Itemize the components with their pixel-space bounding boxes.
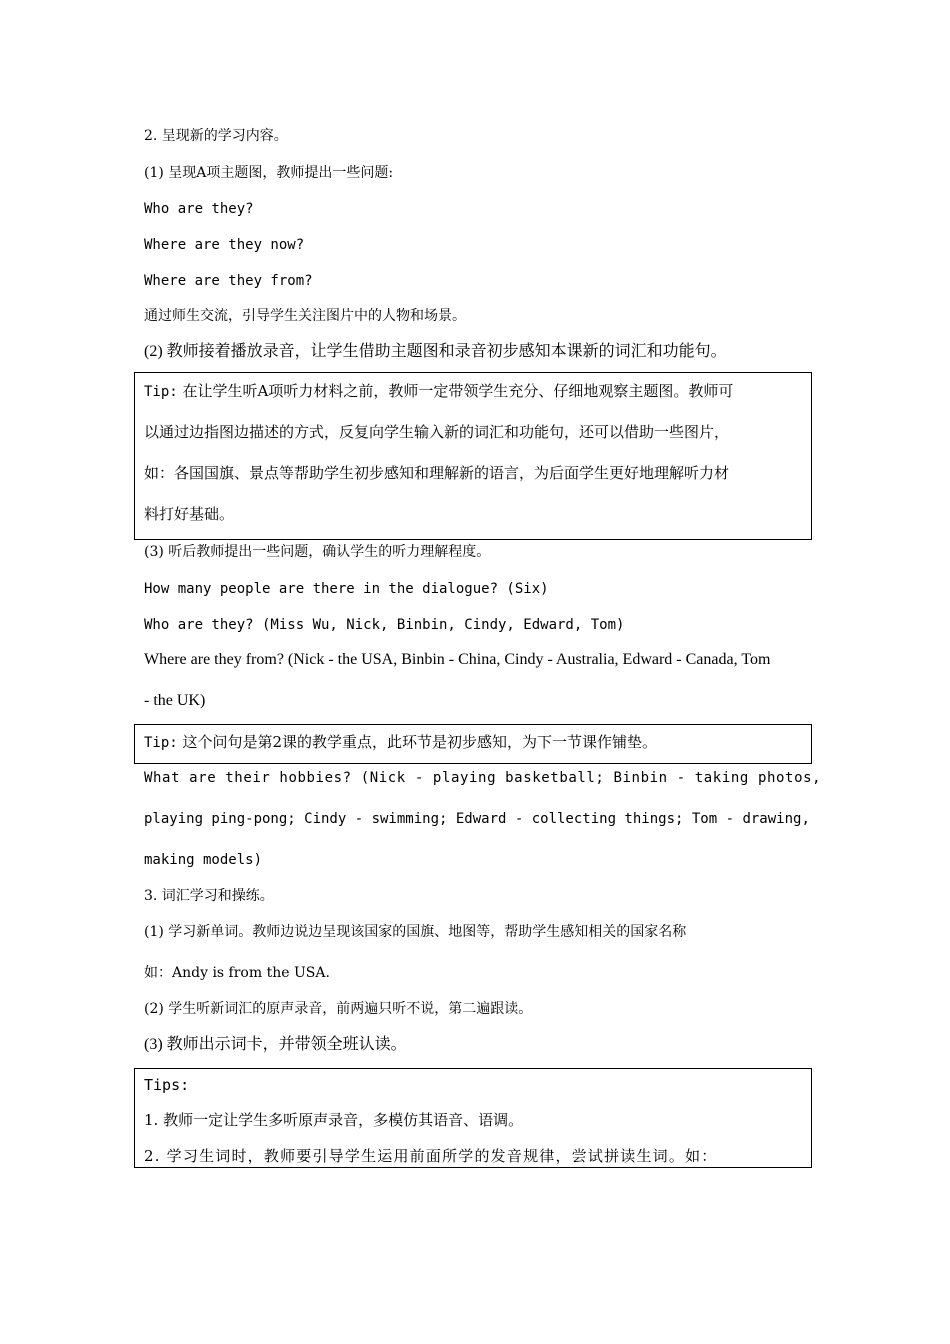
section2-step1: (1) 呈现A项主题图，教师提出一些问题:: [144, 165, 394, 181]
question-where-from: Where are they from?: [144, 273, 313, 289]
tip-box-1: [134, 372, 812, 540]
section3-step1-line1: (1) 学习新单词。教师边说边呈现该国家的国旗、地图等，帮助学生感知相关的国家名称: [144, 924, 687, 940]
qa-hobbies-line1: What are their hobbies? (Nick - playing basketball; Binbin - taking photos,: [144, 770, 822, 786]
qa-how-many: How many people are there in the dialogue? (Six): [144, 581, 549, 597]
tip1-line1: [144, 381, 733, 402]
section2-step3: (3) 听后教师提出一些问题，确认学生的听力理解程度。: [144, 544, 491, 560]
tip1-text-1: 在让学生听A项听力材料之前，教师一定带领学生充分、仔细地观察主题图。教师可: [177, 382, 734, 400]
section2-heading: 2. 呈现新的学习内容。: [144, 128, 288, 144]
section3-step3: (3) 教师出示词卡，并带领全班认读。: [144, 1036, 407, 1053]
section3-step1-line2: 如：Andy is from the USA.: [144, 965, 330, 981]
qa-hobbies-line2: playing ping-pong; Cindy - swimming; Edward - collecting things; Tom - drawing,: [144, 811, 810, 827]
tip2-line: [144, 732, 657, 753]
tip2-label: Tip:: [144, 735, 178, 751]
tip1-label: Tip:: [144, 384, 178, 400]
section3-heading: 3. 词汇学习和操练。: [144, 888, 274, 904]
tip2-text: 这个问句是第2课的教学重点，此环节是初步感知，为下一节课作铺垫。: [177, 733, 658, 751]
qa-where-from-line2: - the UK): [144, 692, 206, 709]
tip1-line4: 料打好基础。: [144, 505, 235, 523]
question-who: Who are they?: [144, 201, 254, 217]
tips3-label: Tips:: [144, 1076, 190, 1094]
tips3-item1: 1. 教师一定让学生多听原声录音，多模仿其语音、语调。: [144, 1111, 524, 1129]
section2-step2: (2) 教师接着播放录音，让学生借助主题图和录音初步感知本课新的词汇和功能句。: [144, 343, 727, 360]
qa-where-from-line1: Where are they from? (Nick - the USA, Binbin - China, Cindy - Australia, Edward - Canada, Tom: [144, 651, 771, 668]
tip1-line3: 如：各国国旗、景点等帮助学生初步感知和理解新的语言，为后面学生更好地理解听力材: [144, 464, 730, 482]
section2-step1-note: 通过师生交流，引导学生关注图片中的人物和场景。: [144, 308, 466, 324]
qa-hobbies-line3: making models): [144, 852, 263, 868]
qa-who: Who are they? (Miss Wu, Nick, Binbin, Cindy, Edward, Tom): [144, 617, 625, 633]
section3-step2: (2) 学生听新词汇的原声录音，前两遍只听不说，第二遍跟读。: [144, 1001, 533, 1017]
tips-box-3: [134, 1068, 812, 1168]
tip-box-2: [134, 724, 812, 764]
question-where-now: Where are they now?: [144, 237, 305, 253]
tips3-item2: 2. 学习生词时，教师要引导学生运用前面所学的发音规律，尝试拼读生词。如：: [144, 1147, 718, 1165]
tip1-line2: 以通过边指图边描述的方式，反复向学生输入新的词汇和功能句，还可以借助一些图片，: [144, 423, 730, 441]
